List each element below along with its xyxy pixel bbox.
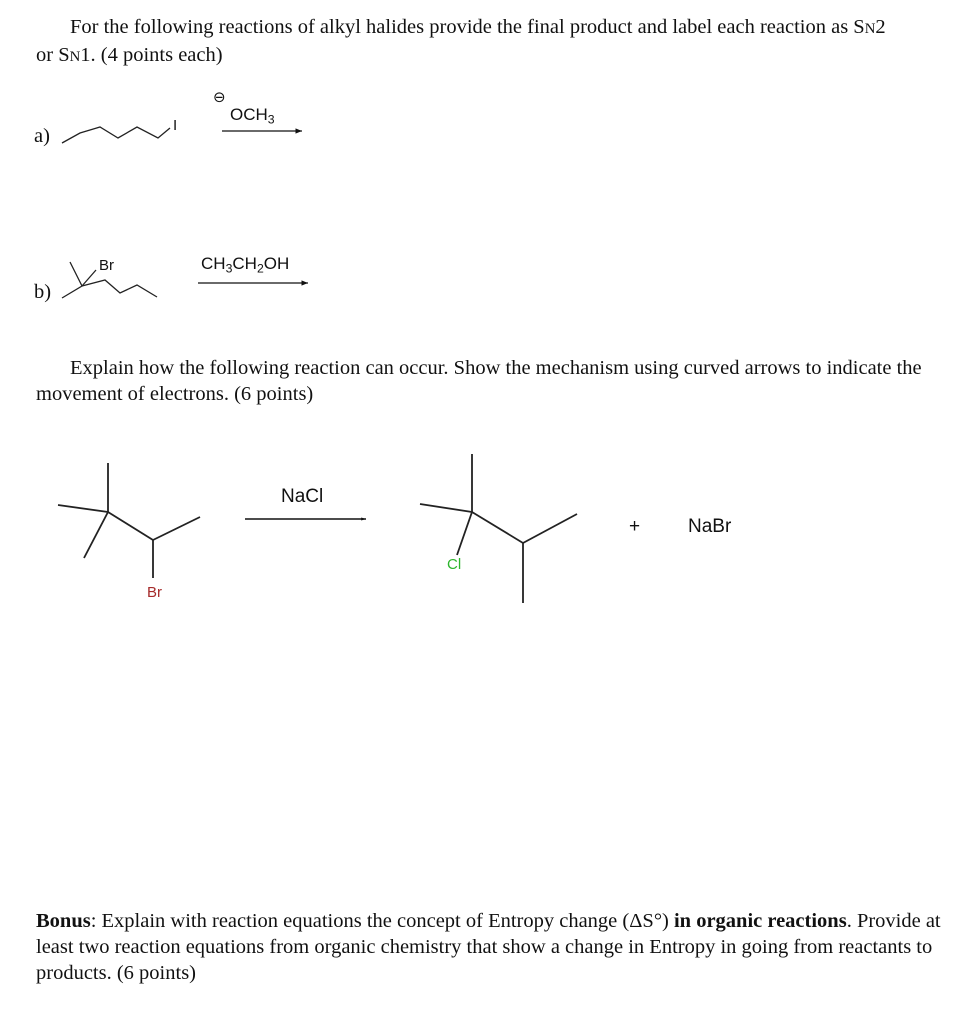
bonus-question: Bonus: Explain with reaction equations the concept of Entropy change (ΔS°) in organic reactions. Provide at least two reaction equations from organic chemistry that show a change in Entropy in going from reactants to products. (6 points) — [36, 910, 941, 984]
question-1-line-2-suffix: 1. (4 points each) — [80, 44, 223, 66]
reaction-b-label: b) — [34, 281, 52, 303]
reaction-a-substrate-chain — [62, 127, 170, 143]
question-1-line-1: For the following reactions of alkyl halides provide the final product and label each reaction as S — [70, 16, 865, 38]
question-1-line-2-prefix: or S — [36, 44, 70, 66]
question-2-text: Explain how the following reaction can occur. Show the mechanism using curved arrows to indicate the movement of electrons. (6 points) — [36, 357, 922, 405]
mechanism-reactant-structure — [58, 463, 200, 578]
reactant-bromine-label: Br — [147, 584, 162, 601]
reaction-a-leaving-group: I — [173, 117, 178, 134]
reaction-a-reagent: $OCH_3$ — [230, 105, 275, 127]
bonus-label: Bonus — [36, 910, 91, 932]
reaction-b-leaving-group: Br — [99, 257, 114, 274]
sn2-number: 2 — [875, 16, 886, 38]
plus-sign: + — [629, 516, 641, 537]
reaction-a-label: a) — [34, 125, 50, 147]
sn-subscript: N — [864, 21, 876, 37]
mechanism-reagent: NaCl — [281, 486, 324, 507]
sn-subscript: N — [69, 49, 81, 65]
methoxide-charge-icon: ⊖ — [213, 89, 226, 106]
product-chlorine-label: Cl — [447, 556, 462, 573]
byproduct-nabr: NaBr — [688, 516, 732, 537]
reaction-b-substrate — [62, 262, 157, 298]
mechanism-product-structure — [420, 454, 577, 603]
reaction-b-reagent: $CH_3CH_2OH$ — [201, 254, 290, 276]
bonus-emphasis: in organic reactions — [673, 910, 847, 932]
